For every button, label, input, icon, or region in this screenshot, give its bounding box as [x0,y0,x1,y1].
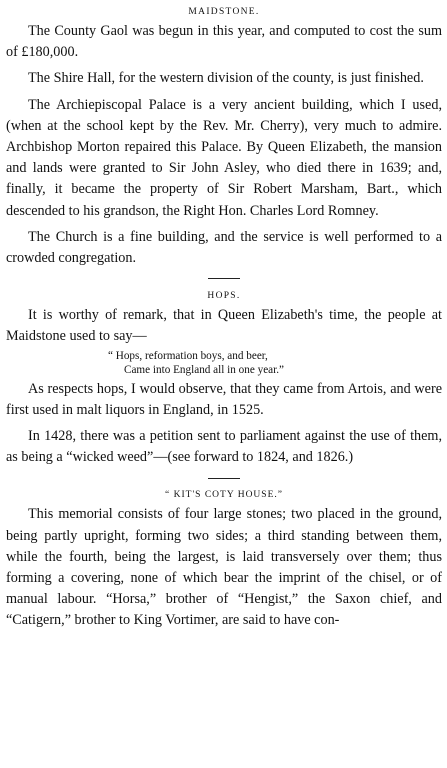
verse-line: Came into England all in one year.” [124,363,284,376]
paragraph-hops-artois: As respects hops, I would observe, that they came from Artois, and were first used in malt liquors in England, in 1525. [6,380,442,418]
verse-quote [6,349,442,377]
paragraph-archiepiscopal-palace: The Archiepiscopal Palace is a very ancient building, which I used, (when at the school kept by the Rev. Mr. Cherry), very much to admire. Archbishop Morton repaired this Palace. By Queen Elizabeth, the mansion and lands were granted to Sir John Asley, who died there in 1639; and, finally, it became the property of Sir Robert Marsham, Bart., which descended to his grandson, the Right Hon. Charles Lord Romney. [6,96,442,219]
paragraph-shire-hall: The Shire Hall, for the western division of the county, is just finished. [28,70,424,87]
paragraph-kits-coty-house: This memorial consists of four large stones; two placed in the ground, being partly upright, forming two sides; a third standing between them, while the fourth, being the largest, is laid transversely over them; thus forming a covering, none of which bear the imprint of the chisel, or of manual labour. “Horsa,” brother of “Hengist,” the Saxon chief, and “Catigern,” brother to King Vortimer, are said to have con- [6,506,442,629]
paragraph-church: The Church is a fine building, and the service is well performed to a crowded congregation. [6,228,442,267]
paragraph-hops-intro: It is worthy of remark, that in Queen Elizabeth's time, the people at Maidstone used to say— [6,307,442,345]
verse-line: “ Hops, reformation boys, and beer, [108,349,268,362]
section-heading-hops: HOPS. [207,291,241,302]
paragraph-county-gaol: The County Gaol was begun in this year, and computed to cost the sum of £180,000. [6,23,442,61]
section-heading-maidstone: MAIDSTONE. [188,7,260,17]
paragraph-hops-petition: In 1428, there was a petition sent to parliament against the use of them, as being a “wicked weed”—(see forward to 1824, and 1826.) [6,428,442,466]
section-divider [208,478,240,479]
section-heading-kits-coty-house: “ KIT'S COTY HOUSE.” [165,490,283,501]
section-divider [208,278,240,279]
